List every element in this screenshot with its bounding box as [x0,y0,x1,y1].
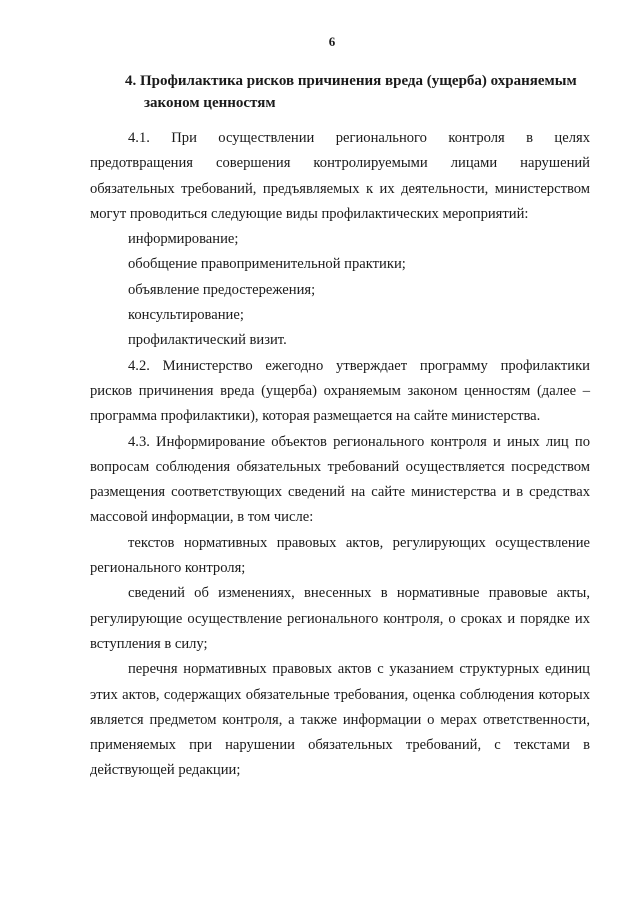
paragraph-4-1: 4.1. При осуществлении регионального контроля в целях предотвращения совершения контролируемыми лицами нарушений обязательных требований, предъявляемых к их деятельности, министерством могут проводиться следующие виды профилактических мероприятий: [90,130,590,222]
list-item: информирование; [128,231,239,248]
section-heading-line-1: 4. Профилактика рисков причинения вреда (ущерба) охраняемым [125,73,577,89]
paragraph-4-2: 4.2. Министерство ежегодно утверждает программу профилактики рисков причинения вреда (ущерба) охраняемым законом ценностям (далее – программа профилактики), которая размещается на сайте министерства. [90,357,590,425]
paragraph-4-3: 4.3. Информирование объектов регионального контроля и иных лиц по вопросам соблюдения обязательных требований осуществляется посредством размещения соответствующих сведений на сайте министерства и в средствах массовой информации, в том числе: [90,433,590,526]
list-item: объявление предостережения; [128,281,316,298]
list-item: консультирование; [128,307,244,324]
body-text [90,126,590,784]
paragraph-4-3-changes: сведений об изменениях, внесенных в нормативные правовые акты, регулирующие осуществление регионального контроля, о сроках и порядке их вступления в силу; [90,585,590,652]
paragraph-4-3-list: перечня нормативных правовых актов с указанием структурных единиц этих актов, содержащих обязательные требования, оценка соблюдения которых является предметом контроля, а также информации о мерах ответственности, применяемых при нарушении обязательных требований, с текстами в действующей редакции; [90,661,590,779]
section-heading [125,70,605,114]
list-item: обобщение правоприменительной практики; [128,256,406,273]
list-item: профилактический визит. [128,332,287,349]
page-number: 6 [328,34,336,49]
section-heading-line-2: законом ценностям [144,95,276,111]
paragraph-4-3-texts: текстов нормативных правовых актов, регулирующих осуществление регионального контроля; [90,534,590,577]
